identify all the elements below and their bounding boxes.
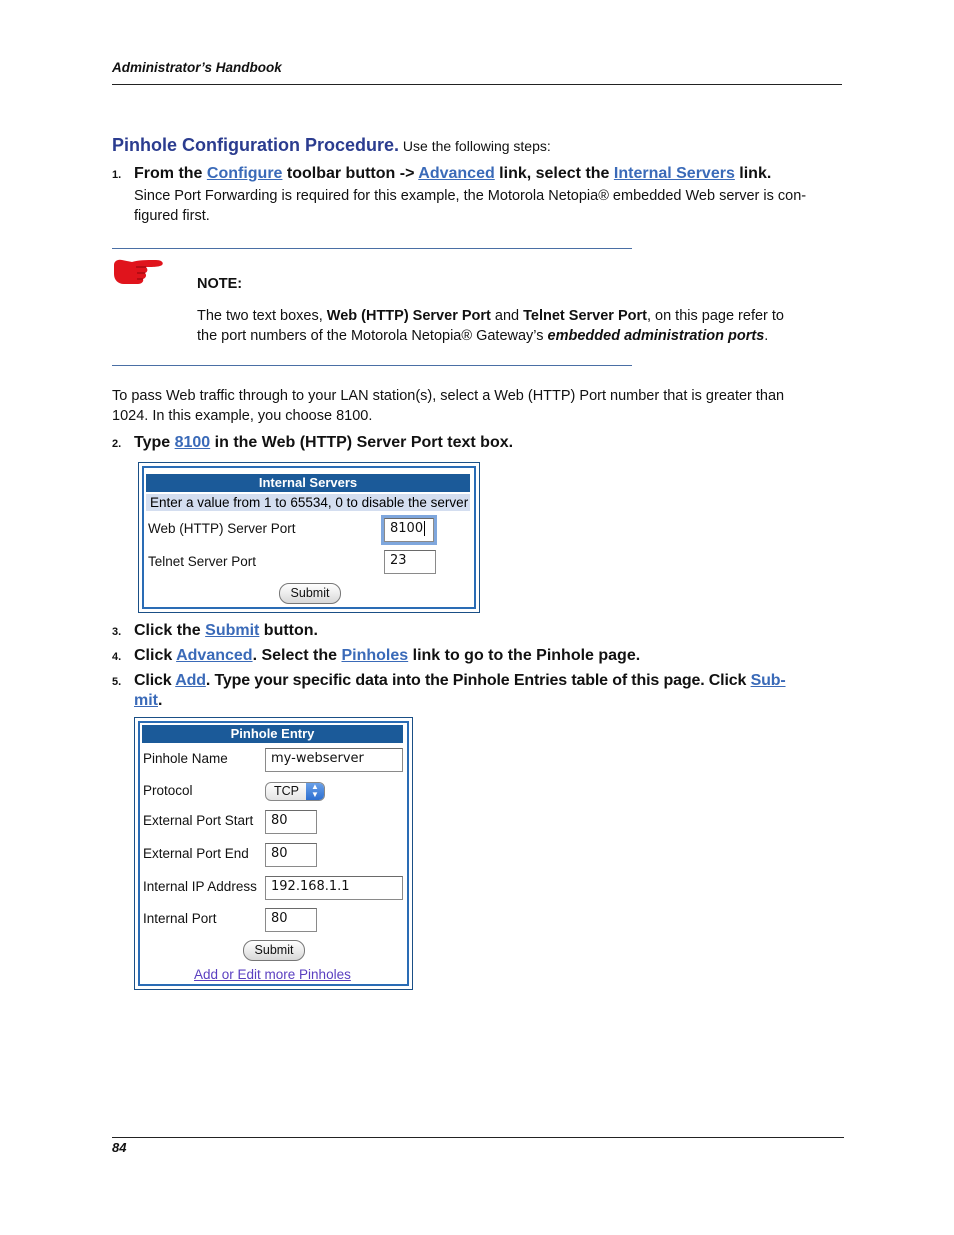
footer-rule — [112, 1137, 844, 1138]
step-number: 3. — [112, 626, 122, 638]
step-1-body — [134, 187, 844, 226]
step-5-continued — [112, 691, 843, 711]
submit-button[interactable]: Submit — [279, 583, 341, 604]
step-text: . — [158, 692, 163, 709]
internal-servers-link[interactable]: Internal Servers — [613, 165, 735, 182]
internal-servers-panel — [138, 462, 480, 613]
protocol-label: Protocol — [143, 783, 193, 798]
pinhole-name-label: Pinhole Name — [143, 751, 228, 766]
step-text: Click — [134, 672, 176, 689]
pinhole-entry-frame — [138, 721, 409, 986]
note-line-2 — [197, 327, 837, 347]
pinhole-entry-panel — [134, 717, 413, 990]
add-edit-pinholes-link[interactable]: Add or Edit more Pinholes — [194, 967, 351, 982]
step-text: . Type your specific data into the Pinhole Entries table of this page. Click — [205, 672, 751, 689]
note-text: , on this page refer to — [646, 308, 784, 324]
submit-link[interactable]: Submit — [205, 622, 260, 639]
step-number: 4. — [112, 651, 122, 663]
body-line: 1024. In this example, you choose 8100. — [112, 407, 373, 424]
page-number: 84 — [112, 1140, 127, 1155]
internal-port-input[interactable]: 80 — [265, 908, 317, 932]
select-arrows-icon: ▲ ▼ — [306, 783, 324, 800]
step-4 — [112, 646, 843, 666]
step-text: link, select the — [494, 165, 614, 182]
step-text: link. — [734, 165, 772, 182]
note-bottom-rule — [112, 365, 632, 366]
web-port-label: Web (HTTP) Server Port — [148, 521, 296, 536]
web-port-input[interactable] — [384, 518, 434, 542]
port-8100-link[interactable]: 8100 — [174, 434, 211, 451]
configure-link[interactable]: Configure — [206, 165, 283, 182]
internal-port-label: Internal Port — [143, 911, 217, 926]
internal-servers-subtitle: Enter a value from 1 to 65534, 0 to disable the server — [146, 494, 470, 511]
step-text: link to go to the Pinhole page. — [408, 647, 641, 664]
internal-ip-input[interactable]: 192.168.1.1 — [265, 876, 403, 900]
step-5 — [112, 671, 843, 691]
internal-servers-title: Internal Servers — [146, 474, 470, 492]
note-bold: Web (HTTP) Server Port — [326, 308, 491, 324]
pointing-hand-icon — [112, 256, 166, 286]
ext-port-end-label: External Port End — [143, 846, 249, 861]
note-text: . — [764, 327, 769, 344]
step-text: Type — [134, 434, 175, 451]
step-1 — [112, 164, 843, 184]
step-text: toolbar button -> — [282, 165, 419, 182]
step-number: 2. — [112, 438, 122, 450]
running-head: Administrator’s Handbook — [112, 60, 282, 75]
pinholes-link[interactable]: Pinholes — [341, 647, 409, 664]
pinhole-entry-title: Pinhole Entry — [142, 725, 403, 743]
body-line: To pass Web traffic through to your LAN station(s), select a Web (HTTP) Port number that is greater than — [112, 388, 785, 404]
protocol-value: TCP — [274, 784, 299, 798]
section-title — [112, 135, 551, 156]
pinhole-submit-button[interactable]: Submit — [243, 940, 305, 961]
step-2 — [112, 433, 843, 453]
note-line-1 — [197, 307, 837, 327]
internal-ip-label: Internal IP Address — [143, 879, 257, 894]
protocol-select[interactable] — [265, 782, 325, 801]
note-text: the port numbers of the Motorola Netopia® Gateway’s — [197, 327, 548, 344]
ext-port-start-label: External Port Start — [143, 813, 254, 828]
body-line: Since Port Forwarding is required for this example, the Motorola Netopia® embedded Web server is con- — [134, 188, 807, 204]
ext-port-end-input[interactable]: 80 — [265, 843, 317, 867]
step-text: Click — [134, 647, 177, 664]
pinhole-name-input[interactable]: my-webserver — [265, 748, 403, 772]
web-port-value: 8100 — [390, 521, 424, 536]
note-text: and — [490, 308, 524, 324]
note-body — [197, 307, 837, 346]
intro-paragraph — [112, 387, 844, 426]
internal-servers-frame — [142, 466, 476, 609]
step-number: 1. — [112, 169, 122, 181]
step-3 — [112, 621, 843, 641]
step-text: button. — [259, 622, 318, 639]
note-bold: Telnet Server Port — [523, 308, 647, 324]
step-number: 5. — [112, 676, 122, 688]
telnet-port-label: Telnet Server Port — [148, 554, 257, 569]
advanced-link[interactable]: Advanced — [176, 647, 253, 664]
note-top-rule — [112, 248, 632, 249]
submit-link-part2[interactable]: mit — [134, 692, 158, 709]
note-bold-italic: embedded administration ports — [547, 327, 765, 344]
step-text: From the — [134, 165, 207, 182]
step-text: Click the — [134, 622, 206, 639]
section-lead: Use the following steps: — [399, 138, 551, 154]
submit-link-part1[interactable]: Sub- — [750, 672, 786, 689]
header-rule — [112, 84, 842, 85]
ext-port-start-input[interactable]: 80 — [265, 810, 317, 834]
step-text: . Select the — [252, 647, 342, 664]
note-label: NOTE: — [197, 276, 243, 292]
telnet-port-input[interactable]: 23 — [384, 550, 436, 574]
note-text: The two text boxes, — [197, 308, 327, 324]
add-link[interactable]: Add — [175, 672, 206, 689]
section-title-text: Pinhole Configuration Procedure. — [112, 135, 400, 155]
body-line: figured first. — [134, 207, 210, 224]
advanced-link[interactable]: Advanced — [418, 165, 495, 182]
step-text: in the Web (HTTP) Server Port text box. — [210, 434, 514, 451]
